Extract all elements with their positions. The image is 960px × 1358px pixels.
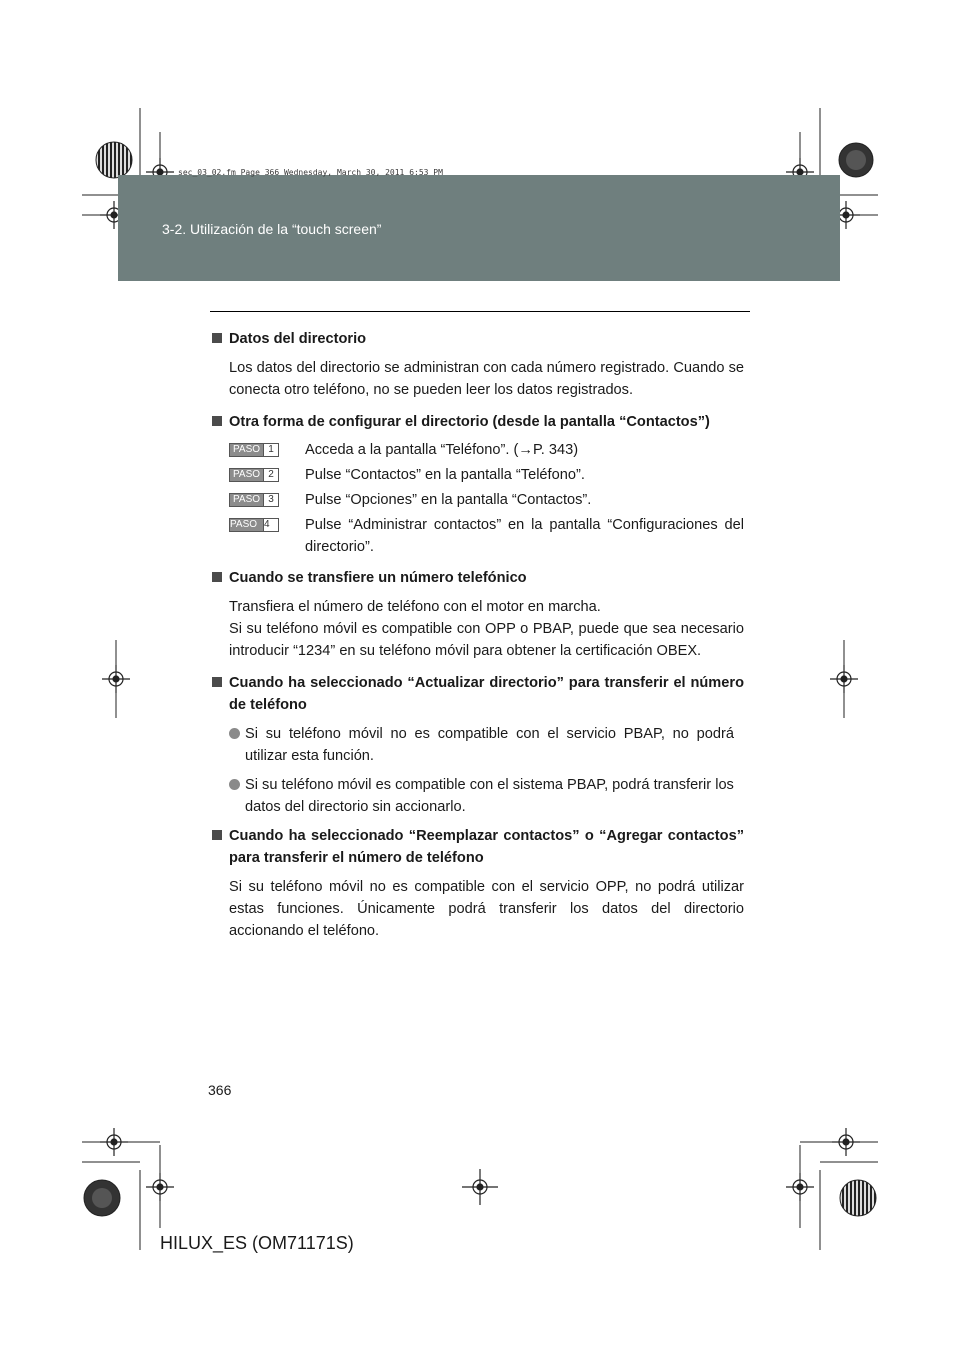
footer-code: HILUX_ES (OM71171S) <box>160 1233 354 1253</box>
square-bullet-icon <box>212 677 222 687</box>
section-heading: Datos del directorio <box>212 328 744 350</box>
circle-bullet-icon <box>229 779 240 790</box>
circle-bullet-icon <box>229 728 240 739</box>
square-bullet-icon <box>212 333 222 343</box>
list-item: Si su teléfono móvil no es compatible con el servicio PBAP, no podrá utilizar esta función. <box>229 723 734 767</box>
page-number: 366 <box>208 1082 232 1098</box>
page-content <box>212 328 744 952</box>
step-badge: PASO 1 <box>229 443 279 457</box>
square-bullet-icon <box>212 572 222 582</box>
paragraph: Si su teléfono móvil no es compatible con el servicio OPP, no podrá utilizar estas funciones. Únicamente podrá transferir los datos del directorio accionando el teléfono. <box>229 879 744 939</box>
section-heading: Cuando ha seleccionado “Reemplazar contactos” o “Agregar contactos” para transferir el número de teléfono <box>212 825 744 869</box>
section-heading: Cuando ha seleccionado “Actualizar directorio” para transferir el número de teléfono <box>212 672 744 716</box>
step-item: PASO 1 Acceda a la pantalla “Teléfono”. (→P. 343) <box>229 439 744 461</box>
step-item: PASO 3 Pulse “Opciones” en la pantalla “Contactos”. <box>229 489 744 511</box>
paragraph: Si su teléfono móvil es compatible con OPP o PBAP, puede que sea necesario introducir “1234” en su teléfono móvil para obtener la certificación OBEX. <box>229 621 744 659</box>
square-bullet-icon <box>212 830 222 840</box>
section-heading: Cuando se transfiere un número telefónico <box>212 567 744 589</box>
list-item: Si su teléfono móvil es compatible con el sistema PBAP, podrá transferir los datos del directorio sin accionarlo. <box>229 774 734 818</box>
section-heading: Otra forma de configurar el directorio (desde la pantalla “Contactos”) <box>212 411 744 433</box>
step-item: PASO 2 Pulse “Contactos” en la pantalla “Teléfono”. <box>229 464 744 486</box>
square-bullet-icon <box>212 416 222 426</box>
step-badge: PASO 4 <box>229 518 279 532</box>
step-badge: PASO 2 <box>229 468 279 482</box>
step-badge: PASO 3 <box>229 493 279 507</box>
paragraph: Los datos del directorio se administran con cada número registrado. Cuando se conecta otro teléfono, no se pueden leer los datos registrados. <box>229 360 744 398</box>
top-rule <box>210 311 750 312</box>
paragraph: Transfiera el número de teléfono con el motor en marcha. <box>229 599 601 615</box>
file-info: sec_03_02.fm Page 366 Wednesday, March 30, 2011 6:53 PM <box>178 168 443 177</box>
section-title: 3-2. Utilización de la “touch screen” <box>162 221 382 237</box>
step-item: PASO 4 Pulse “Administrar contactos” en la pantalla “Configuraciones del directorio”. <box>230 517 744 555</box>
